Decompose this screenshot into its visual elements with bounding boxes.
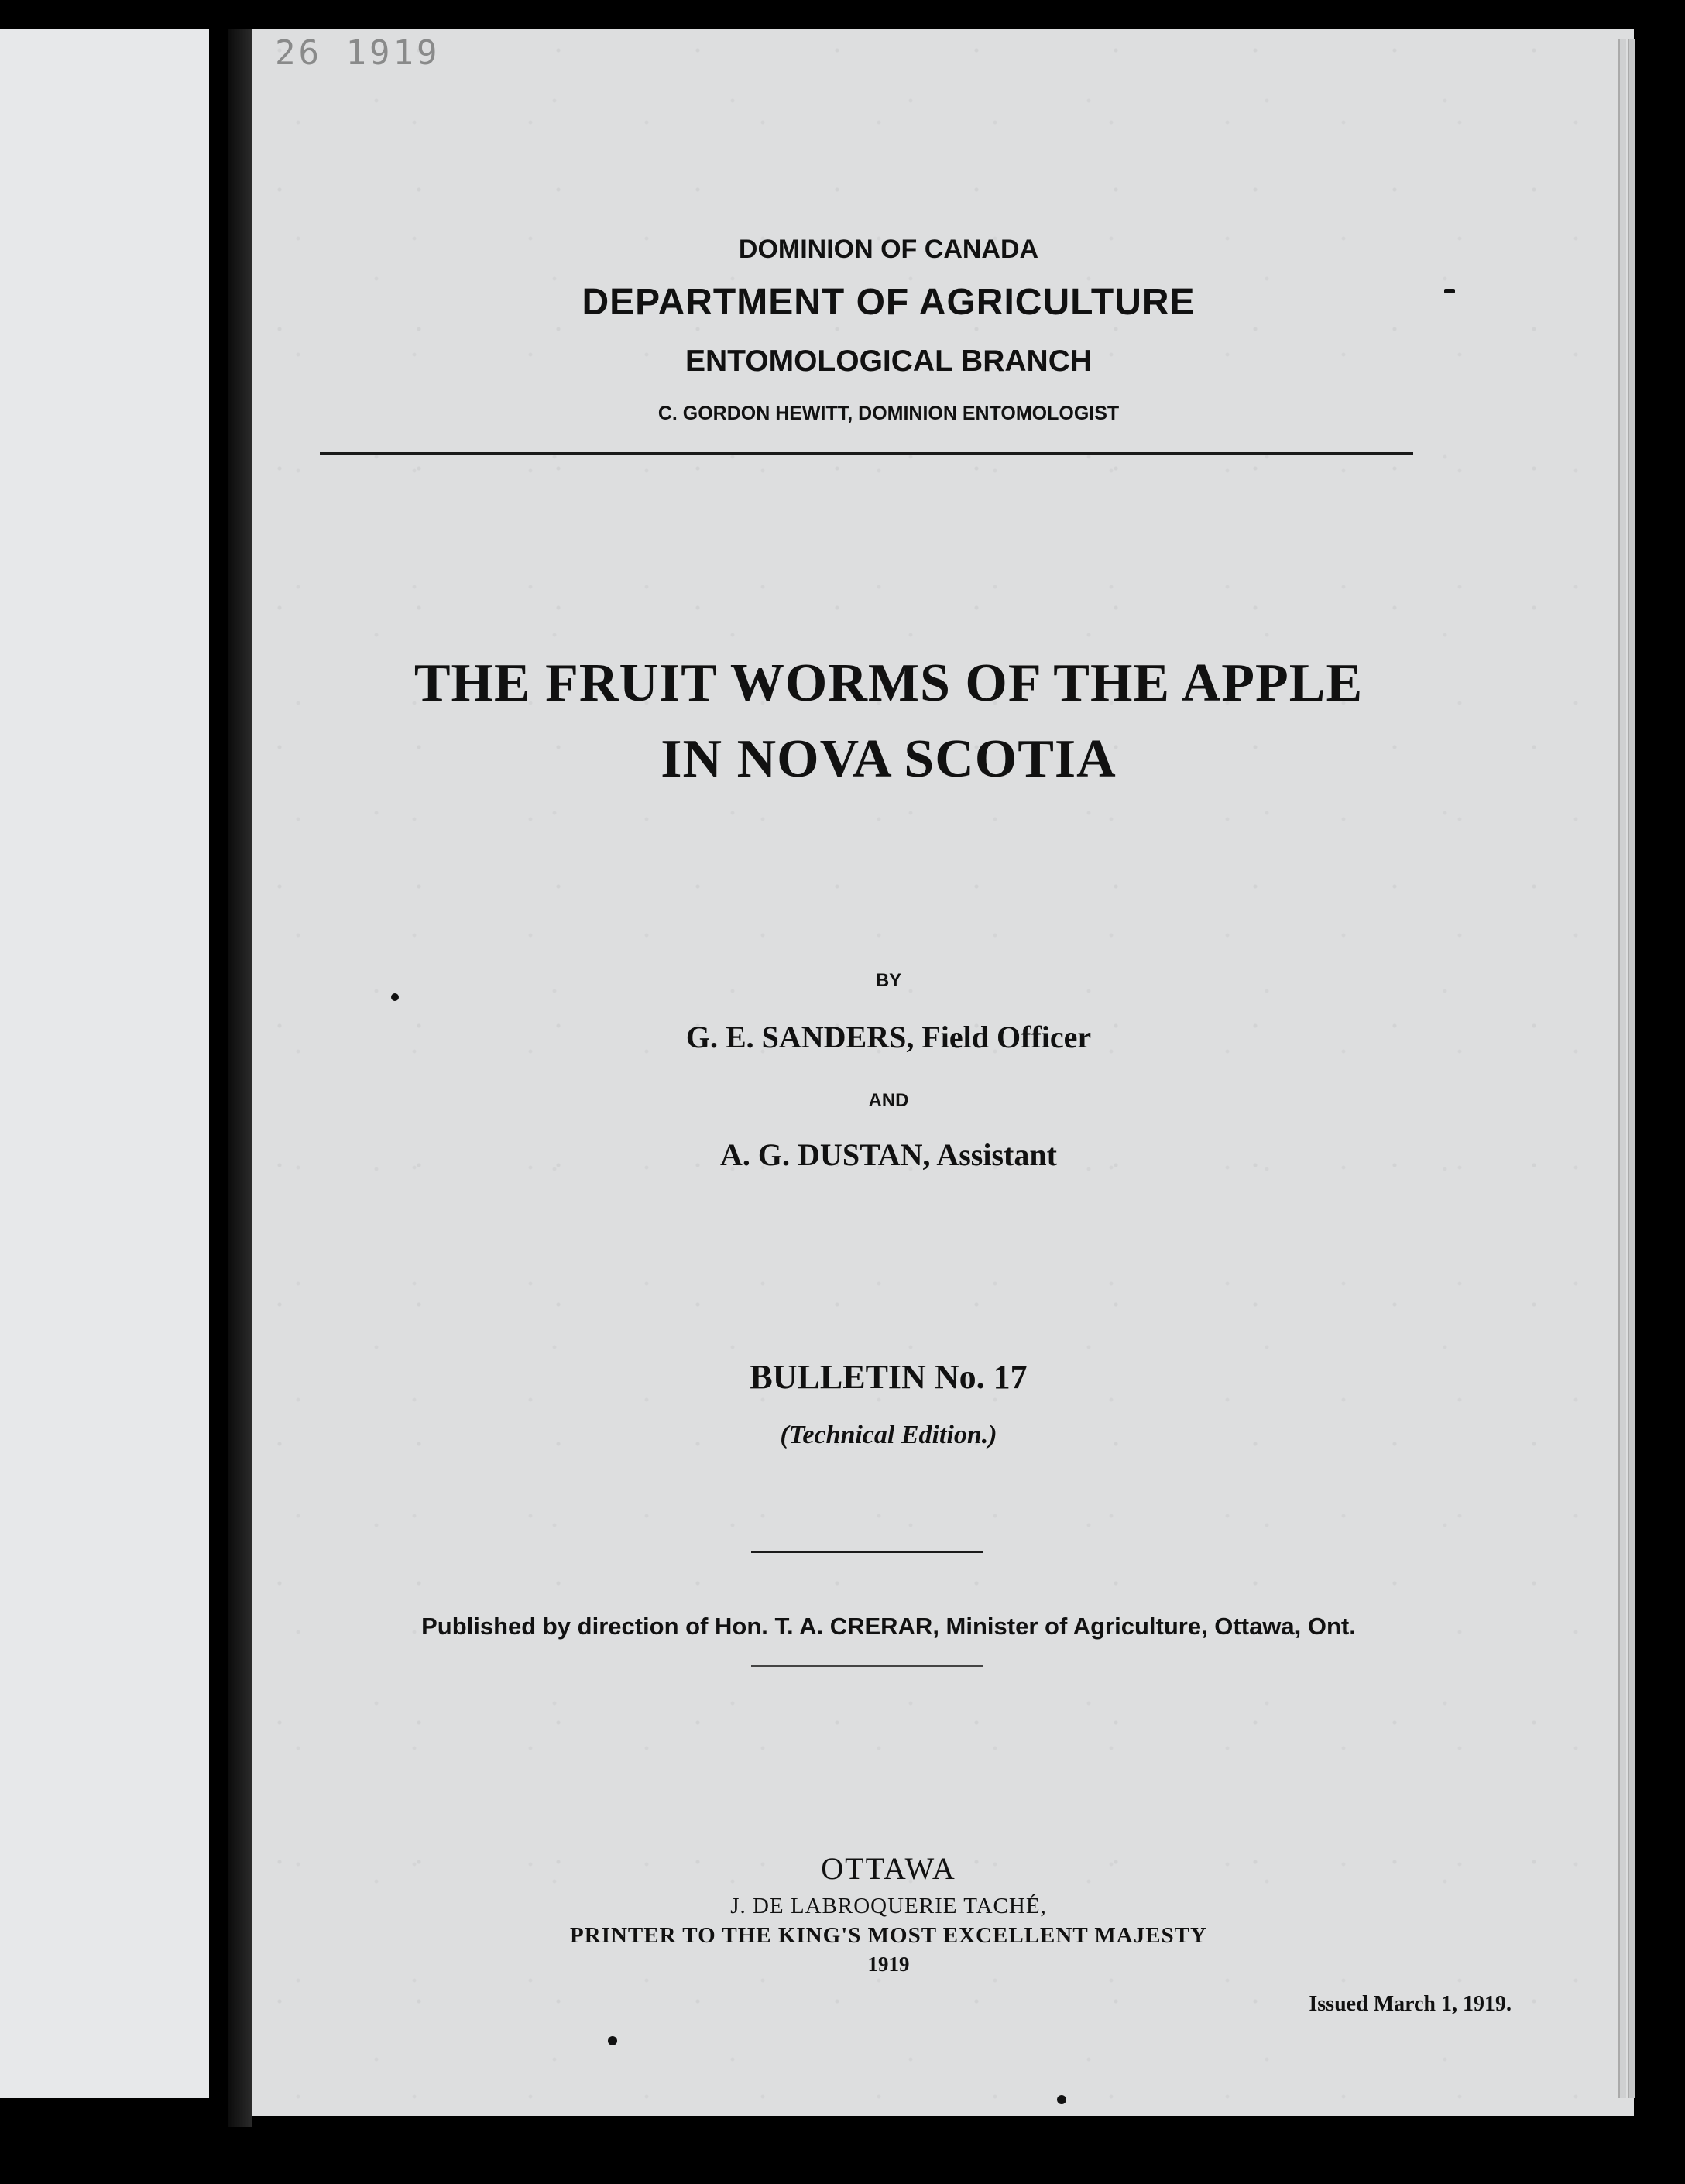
bulletin-edition: (Technical Edition.)	[780, 1421, 997, 1449]
publisher-rule-bottom	[751, 1665, 983, 1667]
speck-mark	[1444, 289, 1455, 293]
and-label: AND	[868, 1090, 909, 1111]
imprint-city: OTTAWA	[821, 1851, 956, 1886]
imprint-year: 1919	[867, 1953, 910, 1976]
department-heading: DEPARTMENT OF AGRICULTURE	[582, 282, 1196, 323]
dominion-heading: DOMINION OF CANADA	[738, 235, 1039, 264]
bulletin-title-line-2: IN NOVA SCOTIA	[661, 729, 1117, 789]
imprint-printer-title: PRINTER TO THE KING'S MOST EXCELLENT MAJESTY	[570, 1923, 1207, 1948]
bulletin-number: BULLETIN No. 17	[750, 1358, 1028, 1396]
publisher-statement: Published by direction of Hon. T. A. CRERAR, Minister of Agriculture, Ottawa, Ont.	[421, 1613, 1356, 1640]
author-1: G. E. SANDERS, Field Officer	[685, 1020, 1092, 1054]
imprint-printer: J. DE LABROQUERIE TACHÉ,	[730, 1894, 1047, 1918]
header-rule	[320, 452, 1413, 455]
bulletin-title-line-1: THE FRUIT WORMS OF THE APPLE	[414, 653, 1364, 713]
page-edge	[1618, 39, 1626, 2098]
date-stamp: 26 1919	[275, 33, 441, 73]
by-label: BY	[875, 970, 902, 991]
author-2: A. G. DUSTAN, Assistant	[720, 1137, 1057, 1172]
speck-mark	[1057, 2095, 1066, 2104]
title-page	[252, 29, 1634, 2116]
issued-date: Issued March 1, 1919.	[1309, 1992, 1512, 2016]
speck-mark	[608, 2036, 617, 2045]
page-gutter-shadow	[228, 29, 252, 2127]
speck-mark	[391, 993, 399, 1001]
entomologist-heading: C. GORDON HEWITT, DOMINION ENTOMOLOGIST	[657, 403, 1120, 424]
publisher-rule-top	[751, 1551, 983, 1553]
blank-flyleaf	[0, 29, 209, 2098]
page-edge	[1628, 39, 1635, 2098]
branch-heading: ENTOMOLOGICAL BRANCH	[685, 345, 1093, 378]
